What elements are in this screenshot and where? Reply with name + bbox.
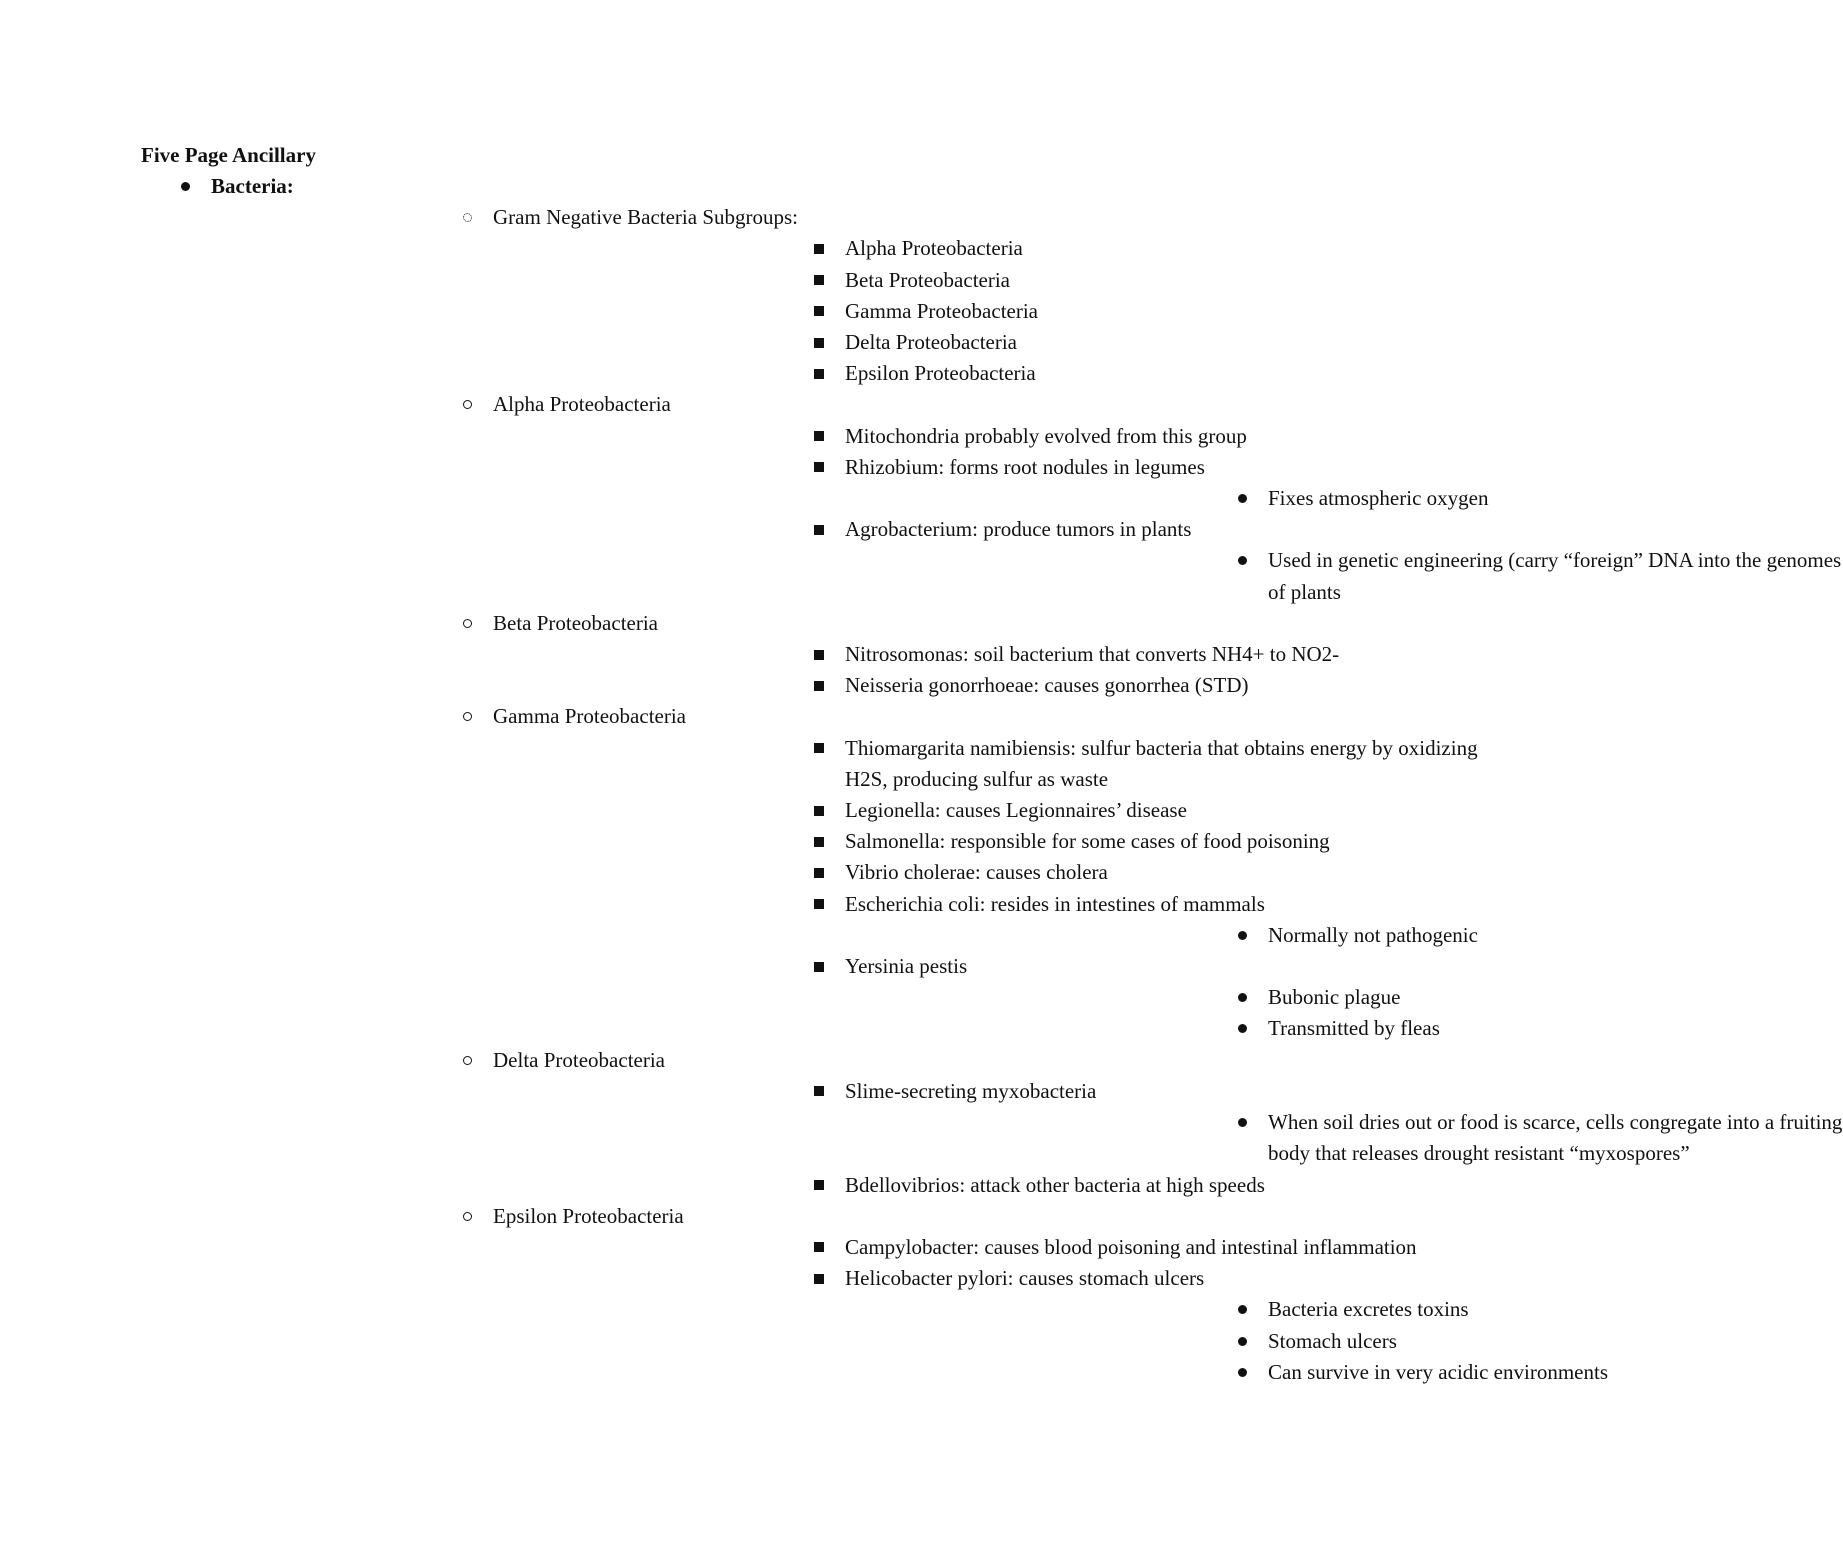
bullet-icon bbox=[812, 265, 826, 296]
list-item bbox=[493, 514, 1842, 608]
list-item-text: Campylobacter: causes blood poisoning and intestinal inflammation bbox=[845, 1234, 1417, 1259]
bullet-icon bbox=[812, 327, 826, 358]
bullet-icon bbox=[1235, 1294, 1249, 1325]
list-item-text: Gram Negative Bacteria Subgroups: bbox=[493, 205, 798, 230]
list-item bbox=[493, 670, 1249, 701]
section-item bbox=[211, 608, 1340, 702]
bullet-icon bbox=[460, 608, 474, 639]
list-item-text: Stomach ulcers bbox=[1268, 1328, 1397, 1353]
bullet-icon bbox=[812, 296, 826, 327]
list-item-text: Slime-secreting myxobacteria bbox=[845, 1078, 1097, 1103]
sub-list-item bbox=[845, 982, 1401, 1013]
bullet-icon bbox=[460, 1201, 474, 1232]
sub-list-item bbox=[845, 1326, 1397, 1357]
list-item bbox=[493, 327, 1200, 358]
list-item-text: Legionella: causes Legionnaires’ disease bbox=[845, 798, 1187, 823]
list-item bbox=[493, 1170, 1265, 1201]
section-item bbox=[211, 1201, 1608, 1388]
list-item bbox=[493, 296, 1200, 327]
bullet-icon bbox=[812, 1076, 826, 1107]
list-item-text: Beta Proteobacteria bbox=[493, 610, 659, 635]
bullet-icon bbox=[460, 1045, 474, 1076]
list-item-text: Normally not pathogenic bbox=[1268, 922, 1478, 947]
bullet-icon bbox=[460, 389, 474, 420]
bullet-icon bbox=[812, 1232, 826, 1263]
list-item-text: Escherichia coli: resides in intestines of mammals bbox=[845, 891, 1265, 916]
list-item-text: Epsilon Proteobacteria bbox=[493, 1203, 684, 1228]
bullet-icon bbox=[1235, 1013, 1249, 1044]
list-item-text: Gamma Proteobacteria bbox=[845, 298, 1038, 323]
list-item bbox=[493, 826, 1330, 857]
bullet-icon bbox=[812, 826, 826, 857]
list-item bbox=[493, 1076, 1843, 1170]
list-item-text: Helicobacter pylori: causes stomach ulcers bbox=[845, 1266, 1205, 1291]
bullet-icon bbox=[1235, 545, 1249, 576]
list-item-text: Yersinia pestis bbox=[845, 954, 968, 979]
list-item bbox=[493, 421, 1247, 452]
bacteria-heading-item bbox=[0, 171, 1843, 1388]
bullet-icon bbox=[1235, 920, 1249, 951]
list-item-text: Bacteria: bbox=[211, 174, 294, 198]
section-item bbox=[211, 701, 1478, 1044]
sub-list-item bbox=[845, 1013, 1440, 1044]
bullet-icon bbox=[812, 233, 826, 264]
list-item-text: Beta Proteobacteria bbox=[845, 267, 1011, 292]
bullet-icon bbox=[812, 452, 826, 483]
list-item bbox=[493, 265, 1200, 296]
list-item bbox=[493, 233, 1200, 264]
list-item-text: Rhizobium: forms root nodules in legumes bbox=[845, 454, 1205, 479]
bullet-icon bbox=[812, 889, 826, 920]
bullet-icon bbox=[812, 421, 826, 452]
list-item-text: Delta Proteobacteria bbox=[493, 1047, 665, 1072]
list-item-text: Transmitted by fleas bbox=[1268, 1016, 1440, 1041]
section-item bbox=[211, 389, 1842, 607]
list-item-text: When soil dries out or food is scarce, cells congregate into a fruiting body that releases drought resistant “myxospores” bbox=[1268, 1110, 1843, 1166]
sub-list-item bbox=[845, 1294, 1469, 1325]
section-item bbox=[211, 1045, 1843, 1201]
list-item bbox=[493, 358, 1200, 389]
list-item-text: Alpha Proteobacteria bbox=[493, 392, 671, 417]
bullet-icon bbox=[812, 670, 826, 701]
list-item-text: Nitrosomonas: soil bacterium that converts NH4+ to NO2- bbox=[845, 642, 1340, 667]
bullet-icon bbox=[812, 795, 826, 826]
outline-list bbox=[0, 171, 1843, 1388]
list-item-text: Delta Proteobacteria bbox=[845, 330, 1017, 355]
list-item bbox=[493, 639, 1340, 670]
section-item bbox=[211, 202, 1200, 389]
list-item-text: Agrobacterium: produce tumors in plants bbox=[845, 517, 1192, 542]
list-item-text: Alpha Proteobacteria bbox=[845, 236, 1023, 261]
bullet-icon bbox=[812, 514, 826, 545]
bullet-icon bbox=[812, 733, 826, 764]
list-item-text: Gamma Proteobacteria bbox=[493, 704, 686, 729]
list-item bbox=[493, 452, 1489, 514]
list-item-text: Bdellovibrios: attack other bacteria at high speeds bbox=[845, 1172, 1265, 1197]
sub-list-item bbox=[845, 1107, 1843, 1169]
list-item-text: Fixes atmospheric oxygen bbox=[1268, 486, 1489, 511]
bullet-icon bbox=[1235, 982, 1249, 1013]
list-item-text: Mitochondria probably evolved from this group bbox=[845, 423, 1247, 448]
bullet-icon bbox=[1235, 1107, 1249, 1138]
list-item bbox=[493, 795, 1200, 826]
bullet-icon bbox=[178, 171, 192, 202]
list-item-text: Neisseria gonorrhoeae: causes gonorrhea (STD) bbox=[845, 673, 1249, 698]
bullet-icon bbox=[812, 358, 826, 389]
sub-list-item bbox=[845, 920, 1478, 951]
bullet-icon bbox=[460, 701, 474, 732]
bullet-icon bbox=[1235, 1326, 1249, 1357]
list-item-text: Epsilon Proteobacteria bbox=[845, 361, 1036, 386]
list-item-text: Used in genetic engineering (carry “foreign” DNA into the genomes of plants bbox=[1268, 548, 1842, 604]
list-item-text: Bubonic plague bbox=[1268, 985, 1401, 1010]
sub-list-item bbox=[845, 1357, 1608, 1388]
sub-list-item bbox=[845, 483, 1489, 514]
list-item-text: Salmonella: responsible for some cases of food poisoning bbox=[845, 829, 1330, 854]
bullet-icon bbox=[1235, 483, 1249, 514]
bullet-icon bbox=[812, 1263, 826, 1294]
bullet-icon bbox=[1235, 1357, 1249, 1388]
bullet-icon bbox=[812, 1170, 826, 1201]
list-item bbox=[493, 1232, 1417, 1263]
list-item bbox=[493, 951, 1440, 1045]
bullet-icon bbox=[812, 639, 826, 670]
list-item-text: Thiomargarita namibiensis: sulfur bacteria that obtains energy by oxidizing H2S, producing sulfur as waste bbox=[845, 735, 1478, 791]
list-item-text: Bacteria excretes toxins bbox=[1268, 1297, 1469, 1322]
list-item bbox=[493, 733, 1478, 795]
list-item bbox=[493, 889, 1478, 951]
list-item-text: Vibrio cholerae: causes cholera bbox=[845, 860, 1108, 885]
bullet-icon bbox=[460, 202, 474, 233]
bullet-icon bbox=[812, 951, 826, 982]
list-item-text: Can survive in very acidic environments bbox=[1268, 1359, 1608, 1384]
list-item bbox=[493, 857, 1200, 888]
bullet-icon bbox=[812, 857, 826, 888]
sub-list-item bbox=[845, 545, 1842, 607]
document-title: Five Page Ancillary bbox=[141, 143, 316, 167]
list-item bbox=[493, 1263, 1608, 1388]
